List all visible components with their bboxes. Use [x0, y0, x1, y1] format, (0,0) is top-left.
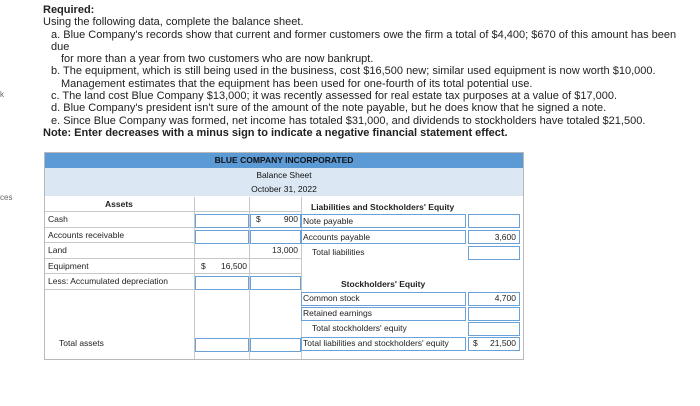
statement-title: Balance Sheet — [45, 168, 523, 182]
liab-accounts-payable: Accounts payable — [303, 232, 371, 242]
asset-equipment: Equipment — [48, 261, 89, 271]
cash-dollar: $ — [256, 214, 261, 224]
item-a-cont: for more than a year from two customers who are now bankrupt. — [61, 53, 374, 66]
asset-ar: Accounts receivable — [48, 230, 125, 240]
cash-value: 900 — [283, 214, 298, 224]
note: Note: Enter decreases with a minus sign to indicate a negative financial statement effect. — [43, 126, 508, 139]
equipment-net-input[interactable] — [250, 276, 301, 290]
question-block — [43, 4, 693, 139]
equity-common-stock: Common stock — [303, 293, 360, 303]
balance-sheet — [44, 152, 524, 360]
total-le-dollar: $ — [473, 338, 478, 348]
instructions: Using the following data, complete the balance sheet. — [43, 16, 304, 29]
total-le-value: 21,500 — [490, 338, 516, 348]
accounts-payable-label-box — [301, 230, 466, 244]
asset-cash: Cash — [48, 214, 68, 224]
liabilities-header: Liabilities and Stockholders' Equity — [311, 202, 455, 212]
company-name: BLUE COMPANY INCORPORATED — [214, 155, 354, 165]
note-payable-label-box — [301, 214, 466, 228]
left-edge-fragment: k — [0, 90, 4, 99]
retained-earnings-input[interactable] — [468, 307, 520, 321]
ar-outer-input[interactable] — [250, 230, 301, 244]
item-b: b. The equipment, which is still being used in the business, cost $16,500 new; similar used equipment is now worth $10,000. — [51, 65, 656, 78]
equipment-dollar: $ — [201, 261, 206, 271]
total-assets-input[interactable] — [250, 338, 301, 352]
asset-accum-dep: Less: Accumulated depreciation — [48, 276, 169, 286]
ar-inner-input[interactable] — [195, 230, 249, 244]
total-assets-inner-input[interactable] — [195, 338, 249, 352]
assets-header: Assets — [105, 199, 133, 209]
item-b-cont: Management estimates that the equipment has been used for one-fourth of its total potential use. — [61, 77, 533, 90]
company-header — [45, 153, 523, 168]
equipment-value: 16,500 — [221, 261, 247, 271]
left-edge-fragment: ces — [0, 193, 13, 202]
required-heading: Required: — [43, 4, 95, 16]
common-stock-value: 4,700 — [494, 293, 516, 303]
total-equity-input[interactable] — [468, 322, 520, 336]
land-value: 13,000 — [272, 245, 298, 255]
liab-total: Total liabilities — [312, 247, 365, 257]
accounts-payable-value: 3,600 — [494, 232, 516, 242]
equity-header: Stockholders' Equity — [341, 279, 426, 289]
equity-total: Total stockholders' equity — [312, 323, 407, 333]
asset-land: Land — [48, 245, 67, 255]
item-e: e. Since Blue Company was formed, net income has totaled $31,000, and dividends to stockholders have totaled $21,500. — [51, 114, 646, 127]
item-c: c. The land cost Blue Company $13,000; it was recently assessed for real estate tax purposes at a value of $17,000. — [51, 90, 618, 103]
item-a: a. Blue Company's records show that current and former customers owe the firm a total of $4,400; $670 of this amount has been due — [51, 28, 677, 53]
total-liabilities-input[interactable] — [468, 246, 520, 260]
statement-date: October 31, 2022 — [45, 182, 523, 196]
cash-inner-input[interactable] — [195, 214, 249, 228]
equity-retained-earnings: Retained earnings — [303, 308, 372, 318]
item-d: d. Blue Company's president isn't sure of the amount of the note payable, but he does know that he signed a note. — [51, 102, 607, 115]
asset-total: Total assets — [59, 338, 104, 348]
liab-note-payable: Note payable — [303, 216, 354, 226]
note-payable-input[interactable] — [468, 214, 520, 228]
total-liab-equity: Total liabilities and stockholders' equity — [303, 338, 449, 348]
accum-dep-input[interactable] — [195, 276, 249, 290]
